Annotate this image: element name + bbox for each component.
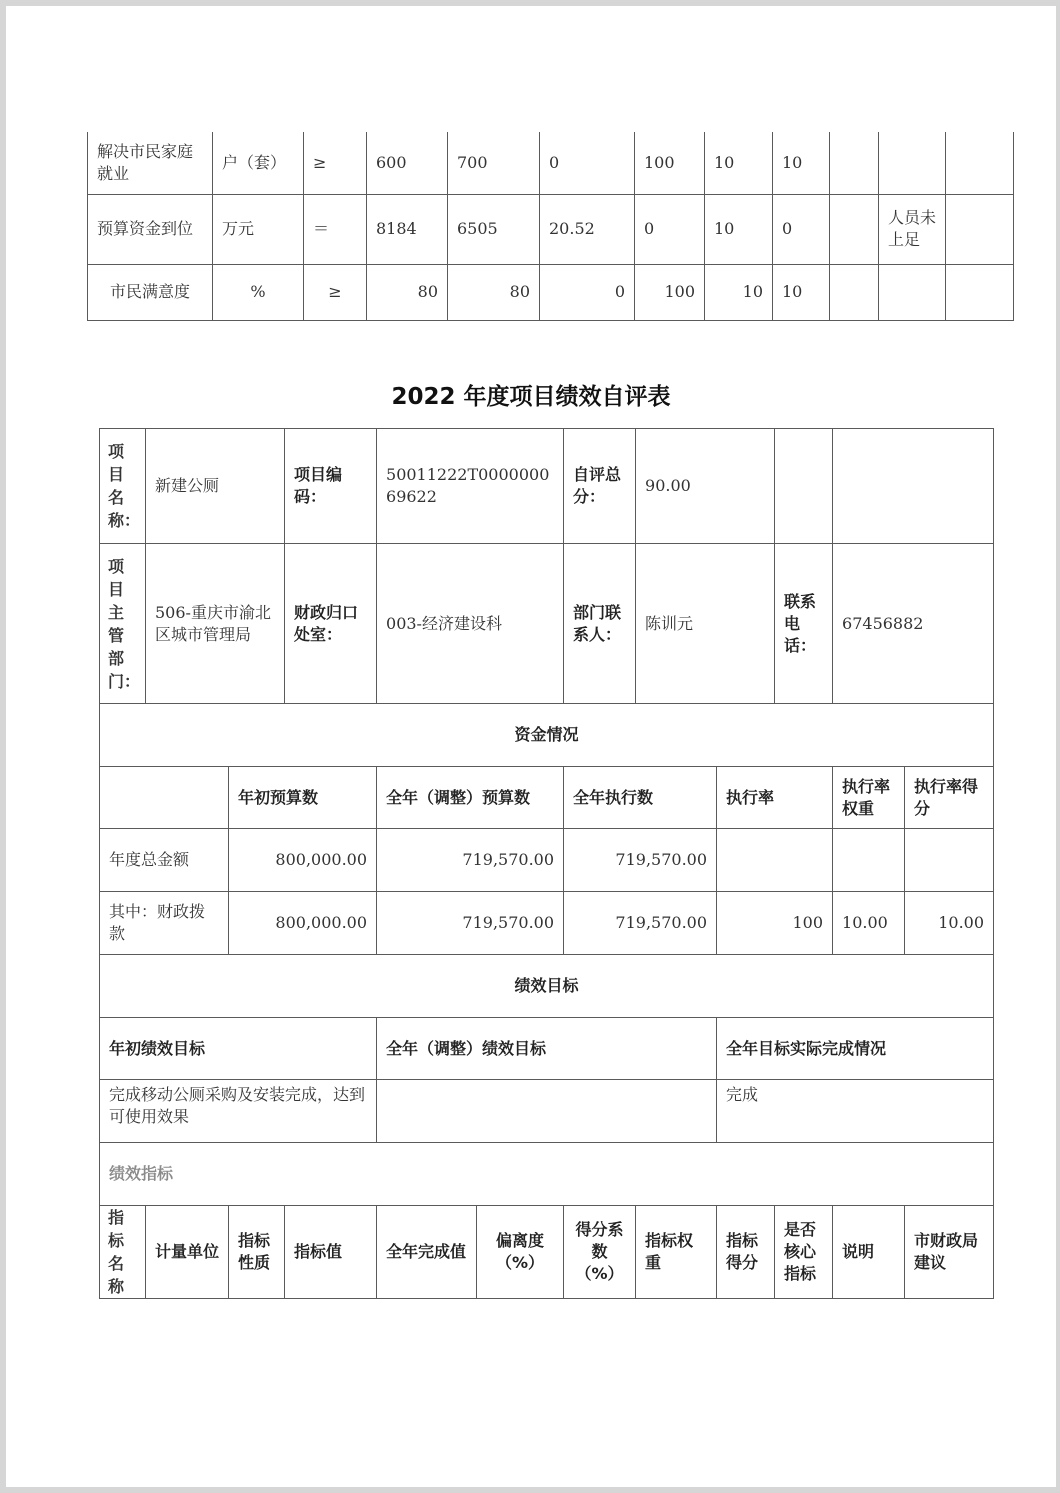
indicator-name: 市民满意度 bbox=[88, 264, 213, 320]
indicators-header-name: 指标名称 bbox=[100, 1206, 146, 1299]
dept-value: 506-重庆市渝北区城市管理局 bbox=[146, 544, 285, 704]
document-page bbox=[6, 6, 1056, 1487]
funds-row-label: 其中：财政拨款 bbox=[100, 892, 229, 955]
indicator-score: 10 bbox=[773, 264, 830, 320]
indicators-section-title: 绩效指标 bbox=[100, 1143, 994, 1206]
goals-content-row bbox=[100, 1080, 994, 1143]
self-score-label: 自评总分： bbox=[564, 429, 636, 544]
empty-cell bbox=[775, 429, 833, 544]
office-label: 财政归口处室： bbox=[285, 544, 377, 704]
indicators-header-note: 说明 bbox=[833, 1206, 905, 1299]
table-row bbox=[100, 829, 994, 892]
goals-initial: 完成移动公厕采购及安装完成，达到可使用效果 bbox=[100, 1080, 377, 1143]
goals-actual: 完成 bbox=[717, 1080, 994, 1143]
indicator-table-continued bbox=[87, 132, 1014, 321]
table-row bbox=[88, 132, 1014, 194]
funds-header-row bbox=[100, 767, 994, 829]
indicator-suggestion bbox=[946, 194, 1014, 264]
goals-header-initial: 年初绩效目标 bbox=[100, 1018, 377, 1080]
funds-rate: 100 bbox=[717, 892, 833, 955]
indicator-suggestion bbox=[946, 132, 1014, 194]
project-code-label: 项目编码： bbox=[285, 429, 377, 544]
funds-header-adjusted: 全年（调整）预算数 bbox=[377, 767, 564, 829]
indicator-suggestion bbox=[946, 264, 1014, 320]
funds-section-title: 资金情况 bbox=[100, 704, 994, 767]
funds-executed: 719,570.00 bbox=[564, 829, 717, 892]
project-info-row bbox=[100, 429, 994, 544]
funds-initial: 800,000.00 bbox=[229, 892, 377, 955]
indicator-coefficient: 0 bbox=[635, 194, 705, 264]
indicator-value: 80 bbox=[367, 264, 448, 320]
indicator-value: 8184 bbox=[367, 194, 448, 264]
indicators-header-deviation: 偏离度（%） bbox=[477, 1206, 564, 1299]
indicator-weight: 10 bbox=[705, 194, 773, 264]
funds-header-weight: 执行率权重 bbox=[833, 767, 905, 829]
contact-label: 部门联系人： bbox=[564, 544, 636, 704]
funds-header-rate: 执行率 bbox=[717, 767, 833, 829]
funds-weight bbox=[833, 829, 905, 892]
table-row bbox=[100, 892, 994, 955]
indicator-operator: ≥ bbox=[304, 132, 367, 194]
indicator-note: 人员未上足 bbox=[879, 194, 946, 264]
indicators-header-nature: 指标性质 bbox=[229, 1206, 285, 1299]
funds-row-label: 年度总金额 bbox=[100, 829, 229, 892]
indicator-score: 10 bbox=[773, 132, 830, 194]
indicators-header-unit: 计量单位 bbox=[146, 1206, 229, 1299]
funds-header-score: 执行率得分 bbox=[905, 767, 994, 829]
indicator-core bbox=[830, 132, 879, 194]
indicator-operator: ≥ bbox=[304, 264, 367, 320]
indicators-header-core: 是否核心指标 bbox=[775, 1206, 833, 1299]
funds-header-initial: 年初预算数 bbox=[229, 767, 377, 829]
empty-cell bbox=[100, 767, 229, 829]
indicator-operator: ＝ bbox=[304, 194, 367, 264]
goals-adjusted bbox=[377, 1080, 717, 1143]
phone-value: 67456882 bbox=[833, 544, 994, 704]
indicator-coefficient: 100 bbox=[635, 264, 705, 320]
indicator-deviation: 0 bbox=[540, 264, 635, 320]
project-name-label: 项目名称： bbox=[100, 429, 146, 544]
indicator-coefficient: 100 bbox=[635, 132, 705, 194]
indicator-name: 预算资金到位 bbox=[88, 194, 213, 264]
indicator-unit: % bbox=[213, 264, 304, 320]
indicators-header-coefficient: 得分系数（%） bbox=[564, 1206, 636, 1299]
self-score-value: 90.00 bbox=[636, 429, 775, 544]
table-row bbox=[88, 264, 1014, 320]
funds-adjusted: 719,570.00 bbox=[377, 829, 564, 892]
funds-score bbox=[905, 829, 994, 892]
project-dept-row bbox=[100, 544, 994, 704]
funds-weight: 10.00 bbox=[833, 892, 905, 955]
goals-section-row bbox=[100, 955, 994, 1018]
indicator-name: 解决市民家庭就业 bbox=[88, 132, 213, 194]
indicator-actual: 80 bbox=[448, 264, 540, 320]
indicator-deviation: 20.52 bbox=[540, 194, 635, 264]
indicator-unit: 户（套） bbox=[213, 132, 304, 194]
indicators-header-weight: 指标权重 bbox=[636, 1206, 717, 1299]
dept-label: 项目主管部门： bbox=[100, 544, 146, 704]
goals-header-row bbox=[100, 1018, 994, 1080]
indicators-header-value: 指标值 bbox=[285, 1206, 377, 1299]
funds-initial: 800,000.00 bbox=[229, 829, 377, 892]
indicator-actual: 700 bbox=[448, 132, 540, 194]
indicator-actual: 6505 bbox=[448, 194, 540, 264]
project-name-value: 新建公厕 bbox=[146, 429, 285, 544]
indicators-header-score: 指标得分 bbox=[717, 1206, 775, 1299]
contact-value: 陈训元 bbox=[636, 544, 775, 704]
indicators-header-row bbox=[100, 1206, 994, 1299]
page-title: 2022 年度项目绩效自评表 bbox=[391, 384, 671, 410]
indicator-score: 0 bbox=[773, 194, 830, 264]
indicator-core bbox=[830, 264, 879, 320]
goals-section-title: 绩效目标 bbox=[100, 955, 994, 1018]
indicator-value: 600 bbox=[367, 132, 448, 194]
funds-section-row bbox=[100, 704, 994, 767]
funds-header-executed: 全年执行数 bbox=[564, 767, 717, 829]
funds-adjusted: 719,570.00 bbox=[377, 892, 564, 955]
indicator-deviation: 0 bbox=[540, 132, 635, 194]
indicator-weight: 10 bbox=[705, 264, 773, 320]
indicator-note bbox=[879, 132, 946, 194]
office-value: 003-经济建设科 bbox=[377, 544, 564, 704]
indicator-note bbox=[879, 264, 946, 320]
funds-score: 10.00 bbox=[905, 892, 994, 955]
goals-header-actual: 全年目标实际完成情况 bbox=[717, 1018, 994, 1080]
indicators-section-row bbox=[100, 1143, 994, 1206]
phone-label: 联系电话： bbox=[775, 544, 833, 704]
empty-cell bbox=[833, 429, 994, 544]
goals-header-adjusted: 全年（调整）绩效目标 bbox=[377, 1018, 717, 1080]
indicator-weight: 10 bbox=[705, 132, 773, 194]
funds-executed: 719,570.00 bbox=[564, 892, 717, 955]
table-row bbox=[88, 194, 1014, 264]
project-code-value: 50011222T000000069622 bbox=[377, 429, 564, 544]
funds-rate bbox=[717, 829, 833, 892]
indicator-unit: 万元 bbox=[213, 194, 304, 264]
self-evaluation-table bbox=[99, 428, 994, 1299]
indicator-core bbox=[830, 194, 879, 264]
indicators-header-actual: 全年完成值 bbox=[377, 1206, 477, 1299]
indicators-header-suggestion: 市财政局建议 bbox=[905, 1206, 994, 1299]
